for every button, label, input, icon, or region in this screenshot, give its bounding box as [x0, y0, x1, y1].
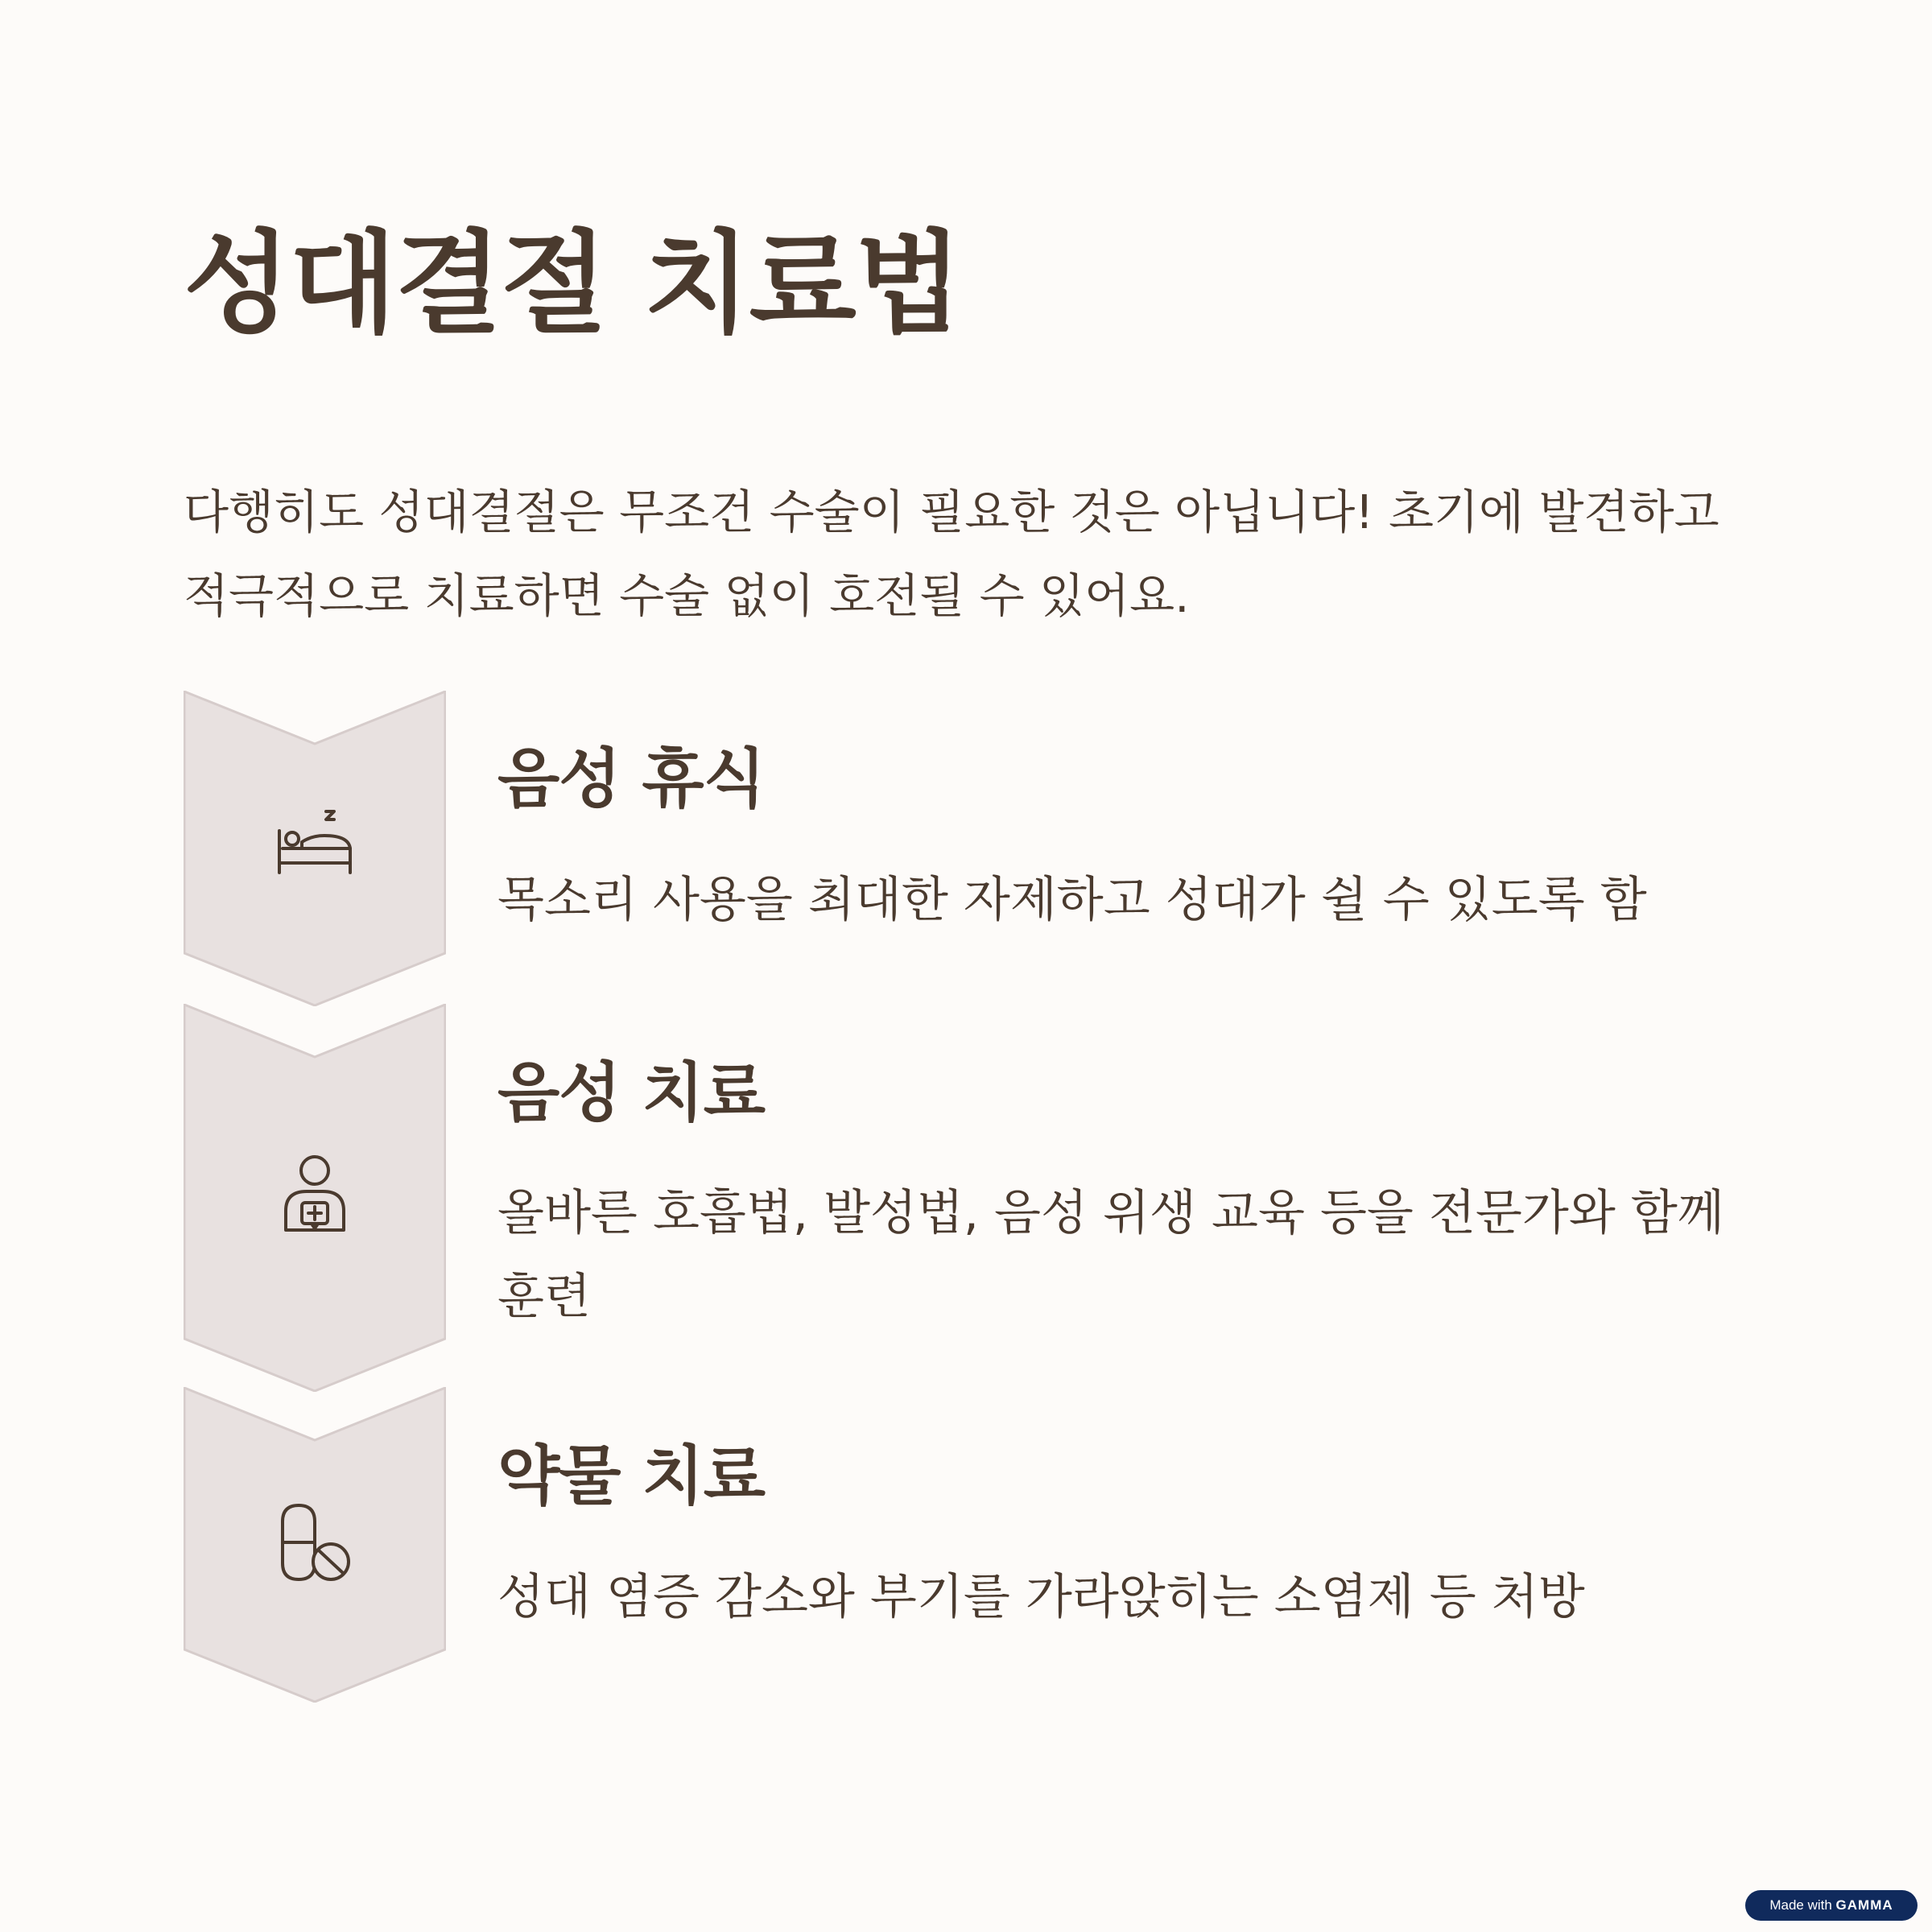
- step-3-chevron: [184, 1387, 446, 1703]
- step-2-chevron: [184, 1004, 446, 1392]
- badge-prefix: Made with: [1769, 1897, 1832, 1913]
- step-2-title: 음성 치료: [497, 1055, 765, 1130]
- step-1-chevron: [184, 691, 446, 1006]
- badge-brand: GAMMA: [1835, 1897, 1893, 1913]
- page-title: 성대결절 치료법: [184, 219, 961, 349]
- intro-paragraph: 다행히도 성대결절은 무조건 수술이 필요한 것은 아닙니다! 초기에 발견하고 적극적으로 치료하면 수술 없이 호전될 수 있어요.: [184, 485, 1719, 623]
- step-2-description: 올바른 호흡법, 발성법, 음성 위생 교육 등을 전문가와 함께 훈련: [497, 1185, 1724, 1325]
- step-3-title: 약물 치료: [497, 1439, 765, 1513]
- pills-icon: [275, 1502, 355, 1583]
- person-medical-icon: [275, 1154, 355, 1235]
- step-1-title: 음성 휴식: [497, 741, 765, 816]
- sleeping-bed-icon: [275, 803, 355, 884]
- made-with-gamma-badge[interactable]: [1745, 1890, 1918, 1921]
- step-1-description: 목소리 사용을 최대한 자제하고 성대가 쉴 수 있도록 함: [497, 872, 1647, 928]
- step-3-description: 성대 염증 감소와 부기를 가라앉히는 소염제 등 처방: [497, 1569, 1585, 1625]
